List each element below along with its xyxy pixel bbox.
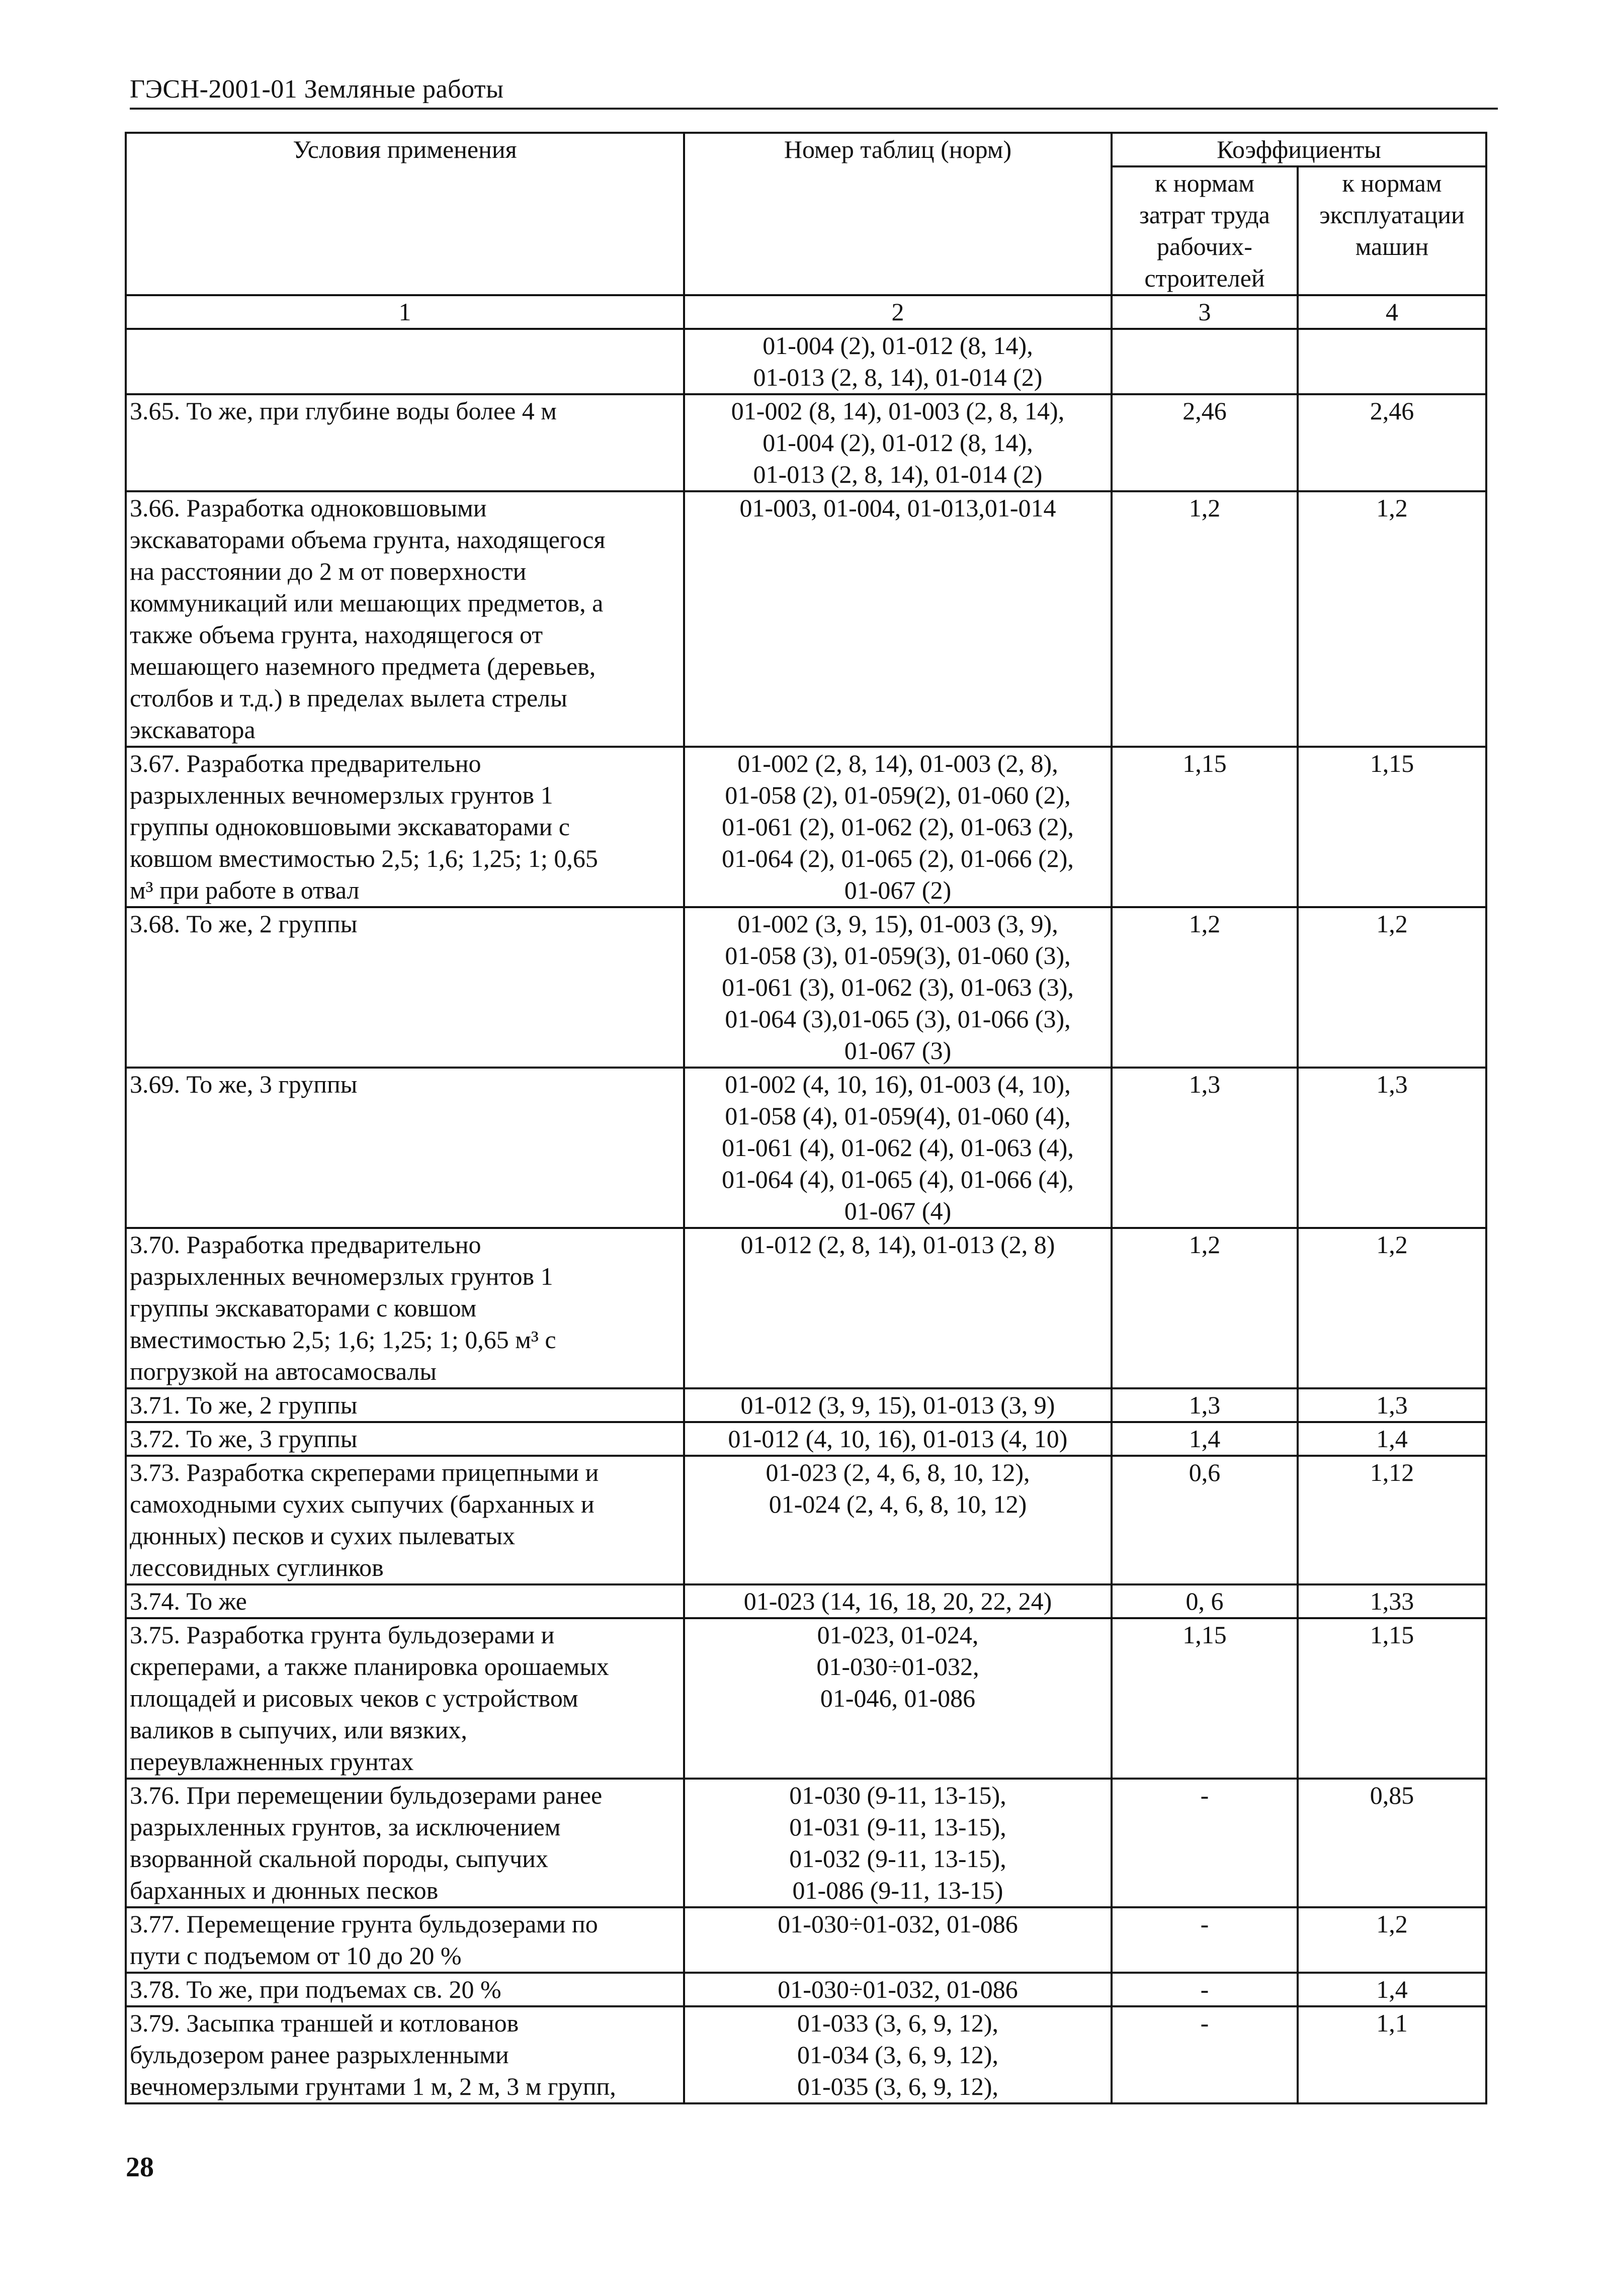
- page-header: ГЭСН-2001-01 Земляные работы: [130, 74, 1498, 110]
- column-number: 2: [684, 295, 1112, 329]
- table-numbers-cell: 01-030÷01-032, 01-086: [684, 1973, 1112, 2006]
- machine-coefficient-cell: 1,4: [1298, 1973, 1486, 2006]
- labor-coefficient-cell: 0,6: [1112, 1456, 1298, 1584]
- labor-coefficient-cell: 1,15: [1112, 1618, 1298, 1779]
- machine-coefficient-cell: 1,2: [1298, 907, 1486, 1068]
- machine-coefficient-cell: 1,15: [1298, 747, 1486, 907]
- machine-coefficient-cell: 1,2: [1298, 1228, 1486, 1388]
- condition-cell: 3.74. То же: [126, 1584, 684, 1618]
- machine-coefficient-cell: 1,12: [1298, 1456, 1486, 1584]
- table-row: [126, 329, 1486, 394]
- table-row: [126, 1456, 1486, 1584]
- labor-coefficient-cell: -: [1112, 1779, 1298, 1907]
- condition-cell: 3.71. То же, 2 группы: [126, 1388, 684, 1422]
- table-row: [126, 1618, 1486, 1779]
- table-numbers-cell: 01-002 (3, 9, 15), 01-003 (3, 9), 01-058 (3), 01-059(3), 01-060 (3), 01-061 (3), 01-062 (3), 01-063 (3), 01-064 (3),01-065 (3), 01-066 (3), 01-067 (3): [684, 907, 1112, 1068]
- table-row: [126, 747, 1486, 907]
- machine-coefficient-cell: 1,2: [1298, 1907, 1486, 1973]
- condition-cell: 3.77. Перемещение грунта бульдозерами по пути с подъемом от 10 до 20 %: [126, 1907, 684, 1973]
- table-row: [126, 2006, 1486, 2103]
- header-labor-coefficient: к нормам затрат труда рабочих- строителей: [1112, 166, 1298, 295]
- column-number-row: [126, 295, 1486, 329]
- table-numbers-cell: 01-030 (9-11, 13-15), 01-031 (9-11, 13-15), 01-032 (9-11, 13-15), 01-086 (9-11, 13-15): [684, 1779, 1112, 1907]
- condition-cell: 3.76. При перемещении бульдозерами ранее разрыхленных грунтов, за исключением взорванной скальной породы, сыпучих барханных и дюнных песков: [126, 1779, 684, 1907]
- labor-coefficient-cell: 1,4: [1112, 1422, 1298, 1456]
- header-conditions: Условия применения: [126, 133, 684, 295]
- condition-cell: 3.69. То же, 3 группы: [126, 1068, 684, 1228]
- machine-coefficient-cell: 1,3: [1298, 1388, 1486, 1422]
- machine-coefficient-cell: 1,33: [1298, 1584, 1486, 1618]
- table-numbers-cell: 01-012 (3, 9, 15), 01-013 (3, 9): [684, 1388, 1112, 1422]
- table-numbers-cell: 01-023 (14, 16, 18, 20, 22, 24): [684, 1584, 1112, 1618]
- table-numbers-cell: 01-023, 01-024, 01-030÷01-032, 01-046, 01-086: [684, 1618, 1112, 1779]
- table-numbers-cell: 01-033 (3, 6, 9, 12), 01-034 (3, 6, 9, 12), 01-035 (3, 6, 9, 12),: [684, 2006, 1112, 2103]
- machine-coefficient-cell: 0,85: [1298, 1779, 1486, 1907]
- column-number: 3: [1112, 295, 1298, 329]
- condition-cell: 3.75. Разработка грунта бульдозерами и скреперами, а также планировка орошаемых площадей и рисовых чеков с устройством валиков в сыпучих, или вязких, переувлажненных грунтах: [126, 1618, 684, 1779]
- table-row: [126, 394, 1486, 491]
- machine-coefficient-cell: 1,4: [1298, 1422, 1486, 1456]
- table-numbers-cell: 01-002 (2, 8, 14), 01-003 (2, 8), 01-058 (2), 01-059(2), 01-060 (2), 01-061 (2), 01-062 (2), 01-063 (2), 01-064 (2), 01-065 (2), 01-066 (2), 01-067 (2): [684, 747, 1112, 907]
- labor-coefficient-cell: 1,3: [1112, 1388, 1298, 1422]
- table-numbers-cell: 01-003, 01-004, 01-013,01-014: [684, 491, 1112, 747]
- table-numbers-cell: 01-012 (4, 10, 16), 01-013 (4, 10): [684, 1422, 1112, 1456]
- labor-coefficient-cell: -: [1112, 1973, 1298, 2006]
- machine-coefficient-cell: 2,46: [1298, 394, 1486, 491]
- machine-coefficient-cell: 1,1: [1298, 2006, 1486, 2103]
- table-numbers-cell: 01-002 (4, 10, 16), 01-003 (4, 10), 01-058 (4), 01-059(4), 01-060 (4), 01-061 (4), 01-062 (4), 01-063 (4), 01-064 (4), 01-065 (4), 01-066 (4), 01-067 (4): [684, 1068, 1112, 1228]
- machine-coefficient-cell: [1298, 329, 1486, 394]
- header-machine-coefficient: к нормам эксплуатации машин: [1298, 166, 1486, 295]
- labor-coefficient-cell: [1112, 329, 1298, 394]
- table-numbers-cell: 01-012 (2, 8, 14), 01-013 (2, 8): [684, 1228, 1112, 1388]
- column-number: 1: [126, 295, 684, 329]
- labor-coefficient-cell: 1,2: [1112, 1228, 1298, 1388]
- table-row: [126, 1779, 1486, 1907]
- table-numbers-cell: 01-023 (2, 4, 6, 8, 10, 12), 01-024 (2, 4, 6, 8, 10, 12): [684, 1456, 1112, 1584]
- condition-cell: 3.79. Засыпка траншей и котлованов бульдозером ранее разрыхленными вечномерзлыми грунтами 1 м, 2 м, 3 м групп,: [126, 2006, 684, 2103]
- machine-coefficient-cell: 1,2: [1298, 491, 1486, 747]
- condition-cell: 3.72. То же, 3 группы: [126, 1422, 684, 1456]
- condition-cell: 3.78. То же, при подъемах св. 20 %: [126, 1973, 684, 2006]
- table-header-row: [126, 133, 1486, 166]
- labor-coefficient-cell: -: [1112, 2006, 1298, 2103]
- condition-cell: 3.73. Разработка скреперами прицепными и самоходными сухих сыпучих (барханных и дюнных) песков и сухих пылеватых лессовидных суглинков: [126, 1456, 684, 1584]
- table-row: [126, 1388, 1486, 1422]
- table-row: [126, 1068, 1486, 1228]
- table-row: [126, 1584, 1486, 1618]
- table-row: [126, 1907, 1486, 1973]
- page-number: 28: [126, 2152, 154, 2183]
- labor-coefficient-cell: -: [1112, 1907, 1298, 1973]
- condition-cell: 3.66. Разработка одноковшовыми экскаваторами объема грунта, находящегося на расстоянии до 2 м от поверхности коммуникаций или мешающих предметов, а также объема грунта, находящегося от мешающего наземного предмета (деревьев, столбов и т.д.) в пределах вылета стрелы экскаватора: [126, 491, 684, 747]
- table-numbers-cell: 01-030÷01-032, 01-086: [684, 1907, 1112, 1973]
- header-table-numbers: Номер таблиц (норм): [684, 133, 1112, 295]
- condition-cell: 3.67. Разработка предварительно разрыхленных вечномерзлых грунтов 1 группы одноковшовыми экскаваторами с ковшом вместимостью 2,5; 1,6; 1,25; 1; 0,65 м³ при работе в отвал: [126, 747, 684, 907]
- labor-coefficient-cell: 1,3: [1112, 1068, 1298, 1228]
- table-row: [126, 491, 1486, 747]
- condition-cell: 3.65. То же, при глубине воды более 4 м: [126, 394, 684, 491]
- condition-cell: [126, 329, 684, 394]
- table-body: [126, 329, 1486, 2103]
- table-row: [126, 1422, 1486, 1456]
- machine-coefficient-cell: 1,15: [1298, 1618, 1486, 1779]
- table-numbers-cell: 01-004 (2), 01-012 (8, 14), 01-013 (2, 8, 14), 01-014 (2): [684, 329, 1112, 394]
- condition-cell: 3.68. То же, 2 группы: [126, 907, 684, 1068]
- condition-cell: 3.70. Разработка предварительно разрыхленных вечномерзлых грунтов 1 группы экскаваторами с ковшом вместимостью 2,5; 1,6; 1,25; 1; 0,65 м³ с погрузкой на автосамосвалы: [126, 1228, 684, 1388]
- table-numbers-cell: 01-002 (8, 14), 01-003 (2, 8, 14), 01-004 (2), 01-012 (8, 14), 01-013 (2, 8, 14), 01-014 (2): [684, 394, 1112, 491]
- coefficients-table: [125, 132, 1487, 2104]
- labor-coefficient-cell: 2,46: [1112, 394, 1298, 491]
- header-coefficients: Коэффициенты: [1112, 133, 1486, 166]
- labor-coefficient-cell: 1,15: [1112, 747, 1298, 907]
- table-row: [126, 1228, 1486, 1388]
- table-row: [126, 907, 1486, 1068]
- labor-coefficient-cell: 0, 6: [1112, 1584, 1298, 1618]
- labor-coefficient-cell: 1,2: [1112, 907, 1298, 1068]
- column-number: 4: [1298, 295, 1486, 329]
- table-row: [126, 1973, 1486, 2006]
- labor-coefficient-cell: 1,2: [1112, 491, 1298, 747]
- machine-coefficient-cell: 1,3: [1298, 1068, 1486, 1228]
